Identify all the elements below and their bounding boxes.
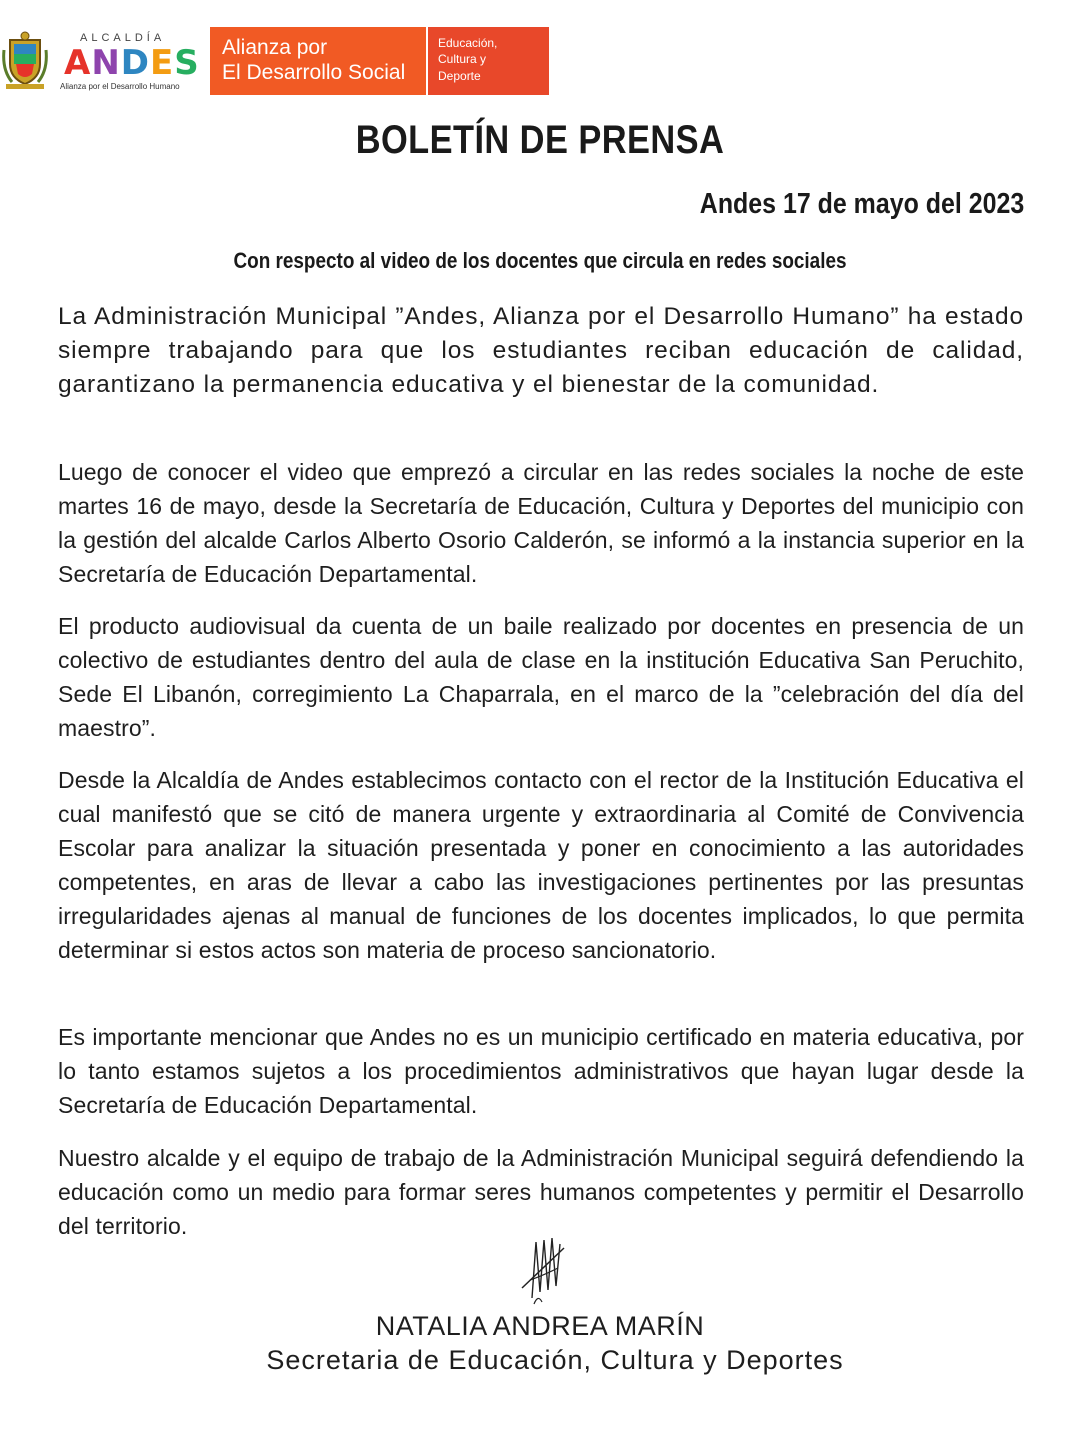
- signatory-role: Secretaria de Educación, Cultura y Deportes: [266, 1345, 844, 1375]
- andes-letter: E: [150, 43, 175, 83]
- andes-letter: N: [91, 43, 121, 83]
- alianza-line-2: El Desarrollo Social: [222, 61, 406, 84]
- paragraph: La Administración Municipal ”Andes, Alianza por el Desarrollo Humano” ha estado siempre trabajando para que los estudiantes reciban educación de calidad, garantizano la permanencia educativa y el bienestar de la comunidad.: [58, 303, 1024, 398]
- alcaldia-andes-logo: [58, 30, 208, 94]
- paragraph: Es importante mencionar que Andes no es un municipio certificado en materia educativa, por lo tanto estamos sujetos a los procedimientos administrativos que hayan lugar desde la Secretaría de Educación Departamental.: [58, 1024, 1024, 1118]
- paragraph: Desde la Alcaldía de Andes establecimos contacto con el rector de la Institución Educativa el cual manifestó que se citó de manera urgente y extraordinaria al Comité de Convivencia Escolar para analizar la situación presentada y poner en conocimiento a las autoridades competentes, en aras de llevar a cabo las investigaciones pertinentes por las presuntas irregularidades ajenas al manual de funciones de los docentes implicados, lo que permita determinar si estos actos son materia de proceso sancionatorio.: [58, 767, 1024, 963]
- alianza-line-1: Alianza por: [222, 36, 328, 59]
- letterhead: [0, 0, 1080, 110]
- page-title: BOLETÍN DE PRENSA: [355, 118, 725, 162]
- signatory-name: NATALIA ANDREA MARÍN: [375, 1311, 705, 1341]
- alcaldia-label: ALCALDÍA: [80, 32, 166, 44]
- edu-line-1: Educación,: [438, 36, 498, 50]
- paragraph: Luego de conocer el video que emprezó a circular en las redes sociales la noche de este martes 16 de mayo, desde la Secretaría de Educación, Cultura y Deportes del municipio con la gestión del alcalde Carlos Alberto Osorio Calderón, se informó a la instancia superior en la Secretaría de Educación Departamental.: [58, 459, 1024, 587]
- edu-line-2: Cultura y: [438, 52, 487, 66]
- document-date: Andes 17 de mayo del 2023: [699, 188, 1024, 220]
- andes-letter: A: [64, 43, 92, 83]
- education-department-logo: [428, 27, 549, 95]
- alcaldia-tagline: Alianza por el Desarrollo Humano: [60, 82, 180, 91]
- andes-letter: D: [120, 43, 151, 83]
- edu-line-3: Deporte: [438, 69, 481, 83]
- alianza-logo: [210, 27, 426, 95]
- andes-letter: S: [174, 43, 200, 83]
- andes-wordmark: [64, 43, 200, 83]
- coat-of-arms-icon: [2, 30, 48, 90]
- document-subtitle: Con respecto al video de los docentes que circula en redes sociales: [233, 248, 847, 273]
- signature-icon: [512, 1228, 576, 1306]
- paragraph: Nuestro alcalde y el equipo de trabajo de la Administración Municipal seguirá defendiendo la educación como un medio para formar seres humanos competentes y permitir el Desarrollo del territorio.: [58, 1145, 1024, 1239]
- paragraph: El producto audiovisual da cuenta de un baile realizado por docentes en presencia de un colectivo de estudiantes dentro del aula de clase en la institución Educativa San Peruchito, Sede El Libanón, corregimiento La Chaparrala, en el marco de la ”celebración del día del maestro”.: [58, 613, 1024, 741]
